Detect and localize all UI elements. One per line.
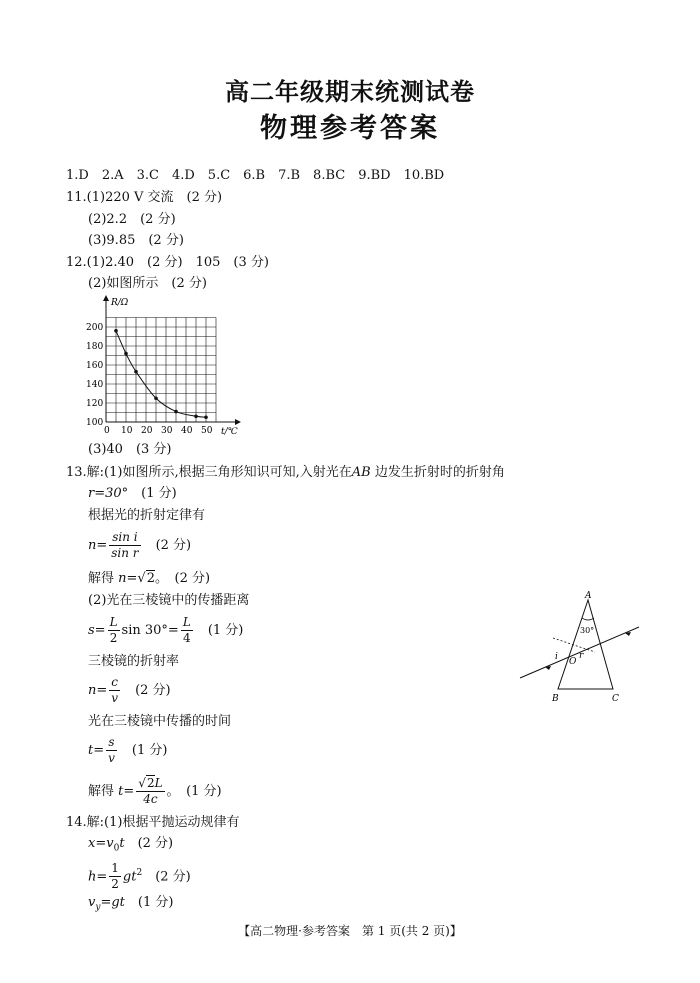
q11-part1: 11.(1)220 V 交流 (2 分) bbox=[66, 190, 223, 205]
q13-part2: (2)光在三棱镜中的传播距离 bbox=[88, 593, 250, 608]
q13-intro: 13.解:(1)如图所示,根据三角形知识可知,入射光在AB 边发生折射时的折射角 bbox=[66, 465, 505, 480]
exam-title: 高二年级期末统测试卷 bbox=[225, 77, 475, 106]
x-tick-label: 20 bbox=[141, 426, 153, 436]
q13-n-solution: 解得 n=√2。 (2 分) bbox=[88, 571, 211, 586]
page-footer: 【高二物理·参考答案 第 1 页(共 2 页)】 bbox=[238, 924, 462, 938]
x-tick-label: 0 bbox=[104, 426, 110, 436]
y-tick-label: 180 bbox=[86, 342, 104, 352]
q13-law-text: 根据光的折射定律有 bbox=[88, 508, 206, 523]
x-tick-label: 50 bbox=[201, 426, 213, 436]
multiple-choice-answers: 1.D 2.A 3.C 4.D 5.C 6.B 7.B 8.BC 9.BD 10.BD bbox=[66, 168, 445, 183]
label-B: B bbox=[552, 694, 559, 704]
resistance-temperature-chart bbox=[80, 294, 250, 440]
q12-part2: (2)如图所示 (2 分) bbox=[88, 276, 207, 291]
label-A: A bbox=[585, 591, 592, 601]
y-axis-label: R/Ω bbox=[111, 298, 129, 308]
data-point bbox=[134, 370, 138, 374]
q12-part3: (3)40 (3 分) bbox=[88, 442, 172, 457]
q13-time-text: 光在三棱镜中传播的时间 bbox=[88, 714, 232, 729]
label-O: O bbox=[569, 657, 577, 667]
prism-triangle bbox=[558, 600, 613, 689]
x-axis-label: t/℃ bbox=[221, 427, 238, 437]
q14-intro: 14.解:(1)根据平抛运动规律有 bbox=[66, 815, 240, 830]
x-tick-label: 40 bbox=[181, 426, 193, 436]
q11-part2: (2)2.2 (2 分) bbox=[88, 212, 176, 227]
y-tick-label: 120 bbox=[86, 399, 104, 409]
prism-diagram bbox=[515, 588, 650, 706]
y-tick-label: 100 bbox=[86, 418, 104, 428]
q13-time-formula: t= $\frac{s}{v}$ (1 分) bbox=[88, 735, 168, 765]
x-tick-label: 10 bbox=[121, 426, 133, 436]
label-i: i bbox=[555, 652, 558, 662]
q14-x-formula: $x=v_0t$ (2 分) bbox=[88, 836, 174, 854]
q14-h-formula: h= $\frac{1}{2}$ $gt^2$ (2 分) bbox=[88, 861, 191, 892]
label-angle: 30° bbox=[580, 626, 595, 635]
y-tick-label: 140 bbox=[86, 380, 104, 390]
q12-part1: 12.(1)2.40 (2 分) 105 (3 分) bbox=[66, 255, 269, 270]
data-point bbox=[174, 410, 178, 414]
data-point bbox=[114, 329, 118, 333]
q13-refraction-angle: r=30° (1 分) bbox=[88, 486, 177, 501]
data-point bbox=[154, 396, 158, 400]
apex-angle-arc bbox=[582, 618, 594, 620]
y-tick-label: 200 bbox=[86, 323, 104, 333]
x-tick-label: 30 bbox=[161, 426, 173, 436]
data-point bbox=[124, 352, 128, 356]
data-point bbox=[194, 415, 198, 419]
q14-vy-formula: $v_y=gt$ (1 分) bbox=[88, 895, 174, 913]
label-C: C bbox=[612, 694, 619, 704]
q13-distance-formula: s= $\frac{L}{2}$ sin 30°= $\frac{L}{4}$ (1 分) bbox=[88, 615, 244, 645]
q11-part3: (3)9.85 (2 分) bbox=[88, 233, 184, 248]
label-r: r bbox=[579, 651, 584, 661]
answer-key-title: 物理参考答案 bbox=[260, 113, 440, 144]
q13-n-cv-formula: n= $\frac{c}{v}$ (2 分) bbox=[88, 675, 171, 705]
y-tick-label: 160 bbox=[86, 361, 104, 371]
fit-curve bbox=[116, 331, 206, 417]
q13-snell-formula: n= $\frac{\text{sin i}}{\text{sin r}}$ (2 分) bbox=[88, 530, 192, 560]
q13-time-solution: 解得 t= $\frac{√2L}{4c}$ 。 (1 分) bbox=[88, 776, 222, 806]
data-point bbox=[204, 415, 208, 419]
q13-refr-index-text: 三棱镜的折射率 bbox=[88, 654, 180, 669]
